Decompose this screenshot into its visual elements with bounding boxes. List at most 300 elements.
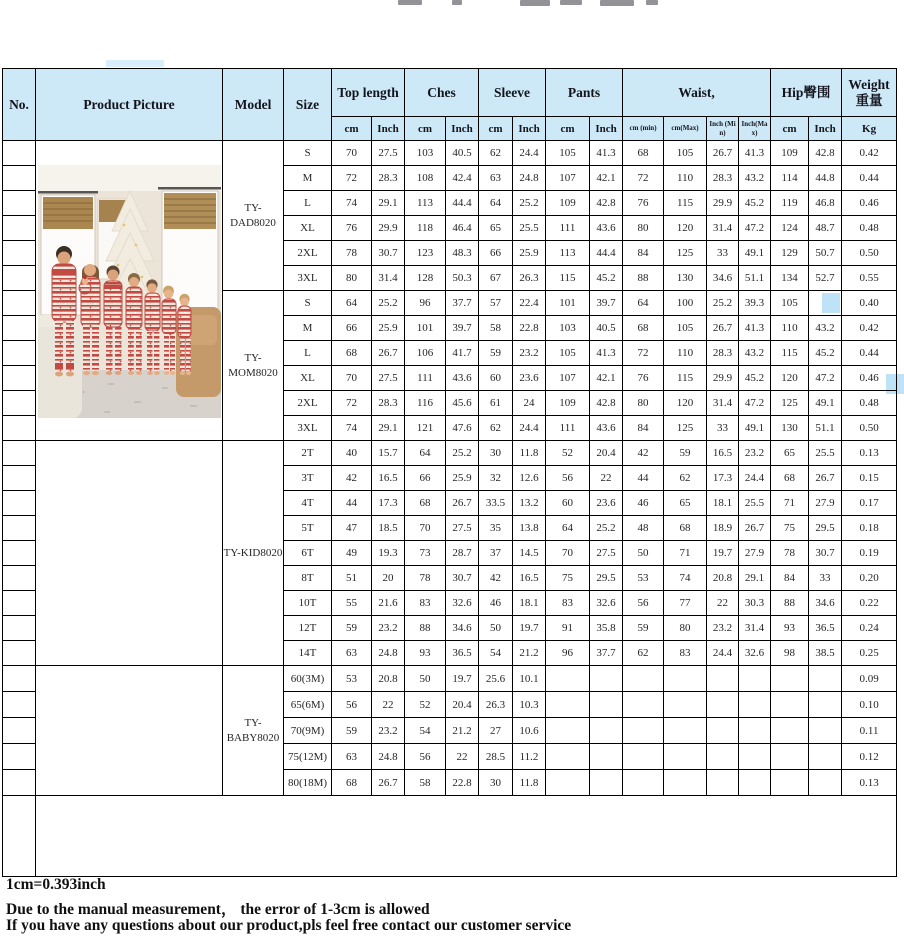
data-cell: 19.7 xyxy=(513,616,546,641)
header-model: Model xyxy=(223,69,284,141)
data-cell: 40 xyxy=(332,441,372,466)
size-cell: XL xyxy=(284,366,332,391)
data-cell xyxy=(771,666,809,692)
data-cell: 124 xyxy=(771,216,809,241)
size-cell: 3XL xyxy=(284,416,332,441)
data-cell: 29.9 xyxy=(707,191,739,216)
data-cell xyxy=(590,692,623,718)
data-cell: 59 xyxy=(664,441,707,466)
data-cell: 68 xyxy=(664,516,707,541)
data-cell: 35 xyxy=(479,516,513,541)
data-cell: 110 xyxy=(771,316,809,341)
data-cell: 0.44 xyxy=(842,166,897,191)
data-cell: 36.5 xyxy=(446,641,479,666)
header-group: Weight 重量 xyxy=(842,69,897,117)
data-cell: 74 xyxy=(332,191,372,216)
no-cell xyxy=(3,191,36,216)
data-cell: 26.7 xyxy=(739,516,771,541)
data-cell: 62 xyxy=(479,141,513,166)
data-cell: 27.9 xyxy=(739,541,771,566)
data-cell: 28.7 xyxy=(446,541,479,566)
data-cell: 27 xyxy=(479,718,513,744)
data-cell: 47.2 xyxy=(739,216,771,241)
size-cell: 14T xyxy=(284,641,332,666)
size-cell: XL xyxy=(284,216,332,241)
data-cell: 32 xyxy=(479,466,513,491)
data-cell xyxy=(809,666,842,692)
data-cell: 50 xyxy=(623,541,664,566)
data-cell xyxy=(664,666,707,692)
data-cell: 30 xyxy=(479,441,513,466)
product-picture-cell xyxy=(36,141,223,441)
empty-filler-cell xyxy=(36,796,897,877)
data-cell: 59 xyxy=(332,718,372,744)
no-cell xyxy=(3,391,36,416)
data-cell: 42.1 xyxy=(590,166,623,191)
data-cell: 0.42 xyxy=(842,141,897,166)
data-cell xyxy=(739,770,771,796)
data-cell: 75 xyxy=(771,516,809,541)
data-cell xyxy=(739,718,771,744)
no-cell xyxy=(3,666,36,692)
blue-smudge xyxy=(106,60,164,67)
header-unit: cm xyxy=(771,117,809,141)
data-cell: 23.6 xyxy=(590,491,623,516)
data-cell: 76 xyxy=(623,366,664,391)
data-cell: 120 xyxy=(664,391,707,416)
data-cell: 10.3 xyxy=(513,692,546,718)
data-cell: 25.9 xyxy=(372,316,405,341)
model-cell: TY-KID8020 xyxy=(223,441,284,666)
data-cell: 0.46 xyxy=(842,366,897,391)
header-unit: Inch(Max) xyxy=(739,117,771,141)
data-cell: 59 xyxy=(623,616,664,641)
data-cell: 18.9 xyxy=(707,516,739,541)
size-cell: 60(3M) xyxy=(284,666,332,692)
data-cell: 42.8 xyxy=(590,391,623,416)
data-cell: 115 xyxy=(771,341,809,366)
data-cell: 0.25 xyxy=(842,641,897,666)
data-cell: 64 xyxy=(623,291,664,316)
data-cell: 31.4 xyxy=(707,391,739,416)
data-cell: 36.5 xyxy=(809,616,842,641)
no-cell xyxy=(3,216,36,241)
header-unit: cm xyxy=(332,117,372,141)
header-unit: Inch xyxy=(372,117,405,141)
data-cell: 70 xyxy=(332,141,372,166)
data-cell: 32.6 xyxy=(739,641,771,666)
data-cell: 22 xyxy=(590,466,623,491)
data-cell: 129 xyxy=(771,241,809,266)
data-cell: 68 xyxy=(623,316,664,341)
data-cell xyxy=(664,692,707,718)
size-cell: 75(12M) xyxy=(284,744,332,770)
data-cell: 28.3 xyxy=(372,391,405,416)
data-cell: 24.8 xyxy=(372,744,405,770)
size-cell: S xyxy=(284,291,332,316)
data-cell: 80 xyxy=(664,616,707,641)
data-cell: 40.5 xyxy=(590,316,623,341)
size-cell: 2T xyxy=(284,441,332,466)
data-cell: 26.7 xyxy=(372,770,405,796)
data-cell: 96 xyxy=(405,291,446,316)
data-cell: 25.2 xyxy=(707,291,739,316)
data-cell: 54 xyxy=(405,718,446,744)
data-cell: 84 xyxy=(623,416,664,441)
data-cell xyxy=(707,718,739,744)
data-cell: 20.8 xyxy=(707,566,739,591)
data-cell: 30 xyxy=(479,770,513,796)
data-cell: 0.12 xyxy=(842,744,897,770)
data-cell: 0.13 xyxy=(842,441,897,466)
data-cell: 72 xyxy=(332,391,372,416)
data-cell: 76 xyxy=(623,191,664,216)
data-cell: 35.8 xyxy=(590,616,623,641)
size-cell: L xyxy=(284,341,332,366)
data-cell: 43.2 xyxy=(739,341,771,366)
size-cell: 2XL xyxy=(284,391,332,416)
data-cell: 105 xyxy=(664,141,707,166)
data-cell: 111 xyxy=(405,366,446,391)
data-cell: 21.2 xyxy=(513,641,546,666)
data-cell: 121 xyxy=(405,416,446,441)
data-cell: 45.2 xyxy=(809,341,842,366)
data-cell: 80 xyxy=(623,216,664,241)
data-cell: 21.2 xyxy=(446,718,479,744)
data-cell: 44.4 xyxy=(446,191,479,216)
header-group: Top length xyxy=(332,69,405,117)
data-cell: 17.3 xyxy=(707,466,739,491)
data-cell: 46 xyxy=(479,591,513,616)
data-cell: 77 xyxy=(664,591,707,616)
data-cell: 0.20 xyxy=(842,566,897,591)
data-cell: 52.7 xyxy=(809,266,842,291)
size-cell: 2XL xyxy=(284,241,332,266)
size-cell: 6T xyxy=(284,541,332,566)
data-cell: 74 xyxy=(332,416,372,441)
size-cell: M xyxy=(284,316,332,341)
data-cell xyxy=(623,666,664,692)
data-cell: 101 xyxy=(405,316,446,341)
data-cell xyxy=(546,692,590,718)
data-cell: 62 xyxy=(664,466,707,491)
data-cell: 41.7 xyxy=(446,341,479,366)
data-cell: 19.7 xyxy=(707,541,739,566)
data-cell: 48.7 xyxy=(809,216,842,241)
data-cell: 25.6 xyxy=(479,666,513,692)
no-cell xyxy=(3,441,36,466)
data-cell: 100 xyxy=(664,291,707,316)
data-cell: 115 xyxy=(664,191,707,216)
data-cell: 0.24 xyxy=(842,616,897,641)
data-cell: 78 xyxy=(405,566,446,591)
data-cell: 25.5 xyxy=(809,441,842,466)
data-cell: 105 xyxy=(664,316,707,341)
data-cell: 62 xyxy=(623,641,664,666)
data-cell: 22.8 xyxy=(446,770,479,796)
data-cell: 49.1 xyxy=(809,391,842,416)
data-cell: 111 xyxy=(546,416,590,441)
data-cell: 39.7 xyxy=(590,291,623,316)
no-cell xyxy=(3,796,36,877)
no-cell xyxy=(3,591,36,616)
data-cell: 107 xyxy=(546,166,590,191)
no-cell xyxy=(3,692,36,718)
data-cell: 73 xyxy=(405,541,446,566)
data-cell: 70 xyxy=(332,366,372,391)
data-cell xyxy=(664,744,707,770)
header-unit: cm xyxy=(546,117,590,141)
data-cell: 50 xyxy=(405,666,446,692)
data-cell: 93 xyxy=(405,641,446,666)
data-cell: 52 xyxy=(405,692,446,718)
data-cell: 101 xyxy=(546,291,590,316)
data-cell: 130 xyxy=(771,416,809,441)
data-cell: 13.8 xyxy=(513,516,546,541)
data-cell: 72 xyxy=(623,166,664,191)
data-cell: 88 xyxy=(771,591,809,616)
header-no: No. xyxy=(3,69,36,141)
data-cell: 41.3 xyxy=(590,141,623,166)
data-cell: 43.2 xyxy=(739,166,771,191)
data-cell: 0.42 xyxy=(842,316,897,341)
data-cell: 0.15 xyxy=(842,466,897,491)
data-cell: 45.6 xyxy=(446,391,479,416)
data-cell: 0.50 xyxy=(842,241,897,266)
data-cell: 68 xyxy=(332,341,372,366)
header-picture: Product Picture xyxy=(36,69,223,141)
data-cell: 115 xyxy=(546,266,590,291)
size-cell: 5T xyxy=(284,516,332,541)
data-cell: 44.4 xyxy=(590,241,623,266)
data-cell: 39.3 xyxy=(739,291,771,316)
data-cell: 23.2 xyxy=(739,441,771,466)
data-cell xyxy=(739,744,771,770)
size-cell: 10T xyxy=(284,591,332,616)
data-cell xyxy=(590,744,623,770)
data-cell: 14.5 xyxy=(513,541,546,566)
data-cell: 66 xyxy=(405,466,446,491)
data-cell: 56 xyxy=(332,692,372,718)
no-cell xyxy=(3,541,36,566)
no-cell xyxy=(3,641,36,666)
data-cell: 56 xyxy=(405,744,446,770)
data-cell: 74 xyxy=(664,566,707,591)
data-cell: 30.7 xyxy=(446,566,479,591)
data-cell: 50.7 xyxy=(809,241,842,266)
model-cell: TY-BABY8020 xyxy=(223,666,284,796)
data-cell: 29.1 xyxy=(372,191,405,216)
header-unit: Inch xyxy=(809,117,842,141)
data-cell: 12.6 xyxy=(513,466,546,491)
data-cell xyxy=(623,692,664,718)
header-group: Hip臀围 xyxy=(771,69,842,117)
data-cell: 16.5 xyxy=(513,566,546,591)
size-chart-table xyxy=(2,68,897,877)
data-cell: 103 xyxy=(546,316,590,341)
data-cell: 103 xyxy=(405,141,446,166)
data-cell xyxy=(590,666,623,692)
no-cell xyxy=(3,316,36,341)
data-cell: 83 xyxy=(405,591,446,616)
data-cell: 25.2 xyxy=(590,516,623,541)
data-cell: 113 xyxy=(546,241,590,266)
data-cell: 0.44 xyxy=(842,341,897,366)
data-cell: 32.6 xyxy=(446,591,479,616)
data-cell: 114 xyxy=(771,166,809,191)
data-cell xyxy=(771,692,809,718)
data-cell xyxy=(809,718,842,744)
data-cell: 0.48 xyxy=(842,216,897,241)
data-cell xyxy=(546,718,590,744)
data-cell: 46.4 xyxy=(446,216,479,241)
no-cell xyxy=(3,291,36,316)
data-cell: 109 xyxy=(771,141,809,166)
data-cell: 71 xyxy=(771,491,809,516)
data-cell: 68 xyxy=(405,491,446,516)
data-cell: 28.3 xyxy=(372,166,405,191)
data-cell xyxy=(707,692,739,718)
data-cell: 49.1 xyxy=(739,241,771,266)
data-cell: 28.3 xyxy=(707,341,739,366)
data-cell: 25.2 xyxy=(513,191,546,216)
data-cell: 67 xyxy=(479,266,513,291)
data-cell: 40.5 xyxy=(446,141,479,166)
data-cell: 96 xyxy=(546,641,590,666)
header-group: Ches xyxy=(405,69,479,117)
data-cell: 22.8 xyxy=(513,316,546,341)
data-cell: 23.2 xyxy=(513,341,546,366)
data-cell: 0.50 xyxy=(842,416,897,441)
no-cell xyxy=(3,416,36,441)
data-cell: 0.13 xyxy=(842,770,897,796)
data-cell: 47.2 xyxy=(739,391,771,416)
data-cell: 64 xyxy=(479,191,513,216)
no-cell xyxy=(3,341,36,366)
data-cell: 47.6 xyxy=(446,416,479,441)
data-cell xyxy=(590,770,623,796)
no-cell xyxy=(3,744,36,770)
data-cell: 26.3 xyxy=(479,692,513,718)
data-cell: 0.18 xyxy=(842,516,897,541)
data-cell: 31.4 xyxy=(739,616,771,641)
data-cell: 24.4 xyxy=(707,641,739,666)
data-cell: 53 xyxy=(332,666,372,692)
data-cell: 58 xyxy=(405,770,446,796)
data-cell: 24.8 xyxy=(372,641,405,666)
data-cell: 68 xyxy=(771,466,809,491)
data-cell: 78 xyxy=(771,541,809,566)
data-cell: 109 xyxy=(546,191,590,216)
data-cell: 110 xyxy=(664,341,707,366)
data-cell: 24.4 xyxy=(513,416,546,441)
size-cell: 65(6M) xyxy=(284,692,332,718)
data-cell: 30.3 xyxy=(739,591,771,616)
data-cell: 62 xyxy=(479,416,513,441)
data-cell: 19.7 xyxy=(446,666,479,692)
data-cell: 46 xyxy=(623,491,664,516)
data-cell xyxy=(664,718,707,744)
no-cell xyxy=(3,241,36,266)
data-cell: 23.2 xyxy=(372,718,405,744)
data-cell: 42.4 xyxy=(446,166,479,191)
data-cell: 48 xyxy=(623,516,664,541)
data-cell: 21.6 xyxy=(372,591,405,616)
data-cell: 32.6 xyxy=(590,591,623,616)
data-cell: 33 xyxy=(707,416,739,441)
data-cell: 125 xyxy=(664,416,707,441)
data-cell: 28.3 xyxy=(707,166,739,191)
data-cell: 46.8 xyxy=(809,191,842,216)
data-cell: 63 xyxy=(479,166,513,191)
data-cell: 84 xyxy=(623,241,664,266)
header-unit: Kg xyxy=(842,117,897,141)
data-cell: 42.8 xyxy=(809,141,842,166)
data-cell: 43.6 xyxy=(590,416,623,441)
data-cell xyxy=(707,744,739,770)
header-unit: cm (min) xyxy=(623,117,664,141)
data-cell: 24.8 xyxy=(513,166,546,191)
header-unit: cm xyxy=(479,117,513,141)
data-cell: 130 xyxy=(664,266,707,291)
data-cell xyxy=(809,692,842,718)
data-cell: 51 xyxy=(332,566,372,591)
data-cell: 23.2 xyxy=(707,616,739,641)
data-cell: 41.3 xyxy=(590,341,623,366)
data-cell: 29.9 xyxy=(707,366,739,391)
data-cell: 65 xyxy=(664,491,707,516)
data-cell: 0.40 xyxy=(842,291,897,316)
data-cell: 64 xyxy=(546,516,590,541)
data-cell: 34.6 xyxy=(707,266,739,291)
data-cell: 22 xyxy=(446,744,479,770)
data-cell xyxy=(623,744,664,770)
data-cell: 27.9 xyxy=(809,491,842,516)
header-unit: Inch xyxy=(446,117,479,141)
data-cell: 26.3 xyxy=(513,266,546,291)
data-cell: 134 xyxy=(771,266,809,291)
data-cell: 57 xyxy=(479,291,513,316)
no-cell xyxy=(3,166,36,191)
data-cell: 63 xyxy=(332,641,372,666)
data-cell: 0.17 xyxy=(842,491,897,516)
data-cell: 47 xyxy=(332,516,372,541)
data-cell: 51.1 xyxy=(739,266,771,291)
data-cell: 38.5 xyxy=(809,641,842,666)
data-cell: 0.10 xyxy=(842,692,897,718)
data-cell: 27.5 xyxy=(372,141,405,166)
data-cell: 37.7 xyxy=(446,291,479,316)
data-cell: 18.1 xyxy=(707,491,739,516)
data-cell: 93 xyxy=(771,616,809,641)
data-cell: 42 xyxy=(479,566,513,591)
data-cell: 120 xyxy=(664,216,707,241)
no-cell xyxy=(3,366,36,391)
data-cell xyxy=(707,666,739,692)
data-cell: 16.5 xyxy=(707,441,739,466)
header-group: Waist, xyxy=(623,69,771,117)
data-cell xyxy=(546,770,590,796)
data-cell: 58 xyxy=(479,316,513,341)
data-cell: 116 xyxy=(405,391,446,416)
data-cell: 22 xyxy=(707,591,739,616)
data-cell xyxy=(590,718,623,744)
data-cell: 68 xyxy=(332,770,372,796)
data-cell xyxy=(623,718,664,744)
table-body xyxy=(3,141,897,877)
data-cell: 37.7 xyxy=(590,641,623,666)
data-cell xyxy=(771,744,809,770)
